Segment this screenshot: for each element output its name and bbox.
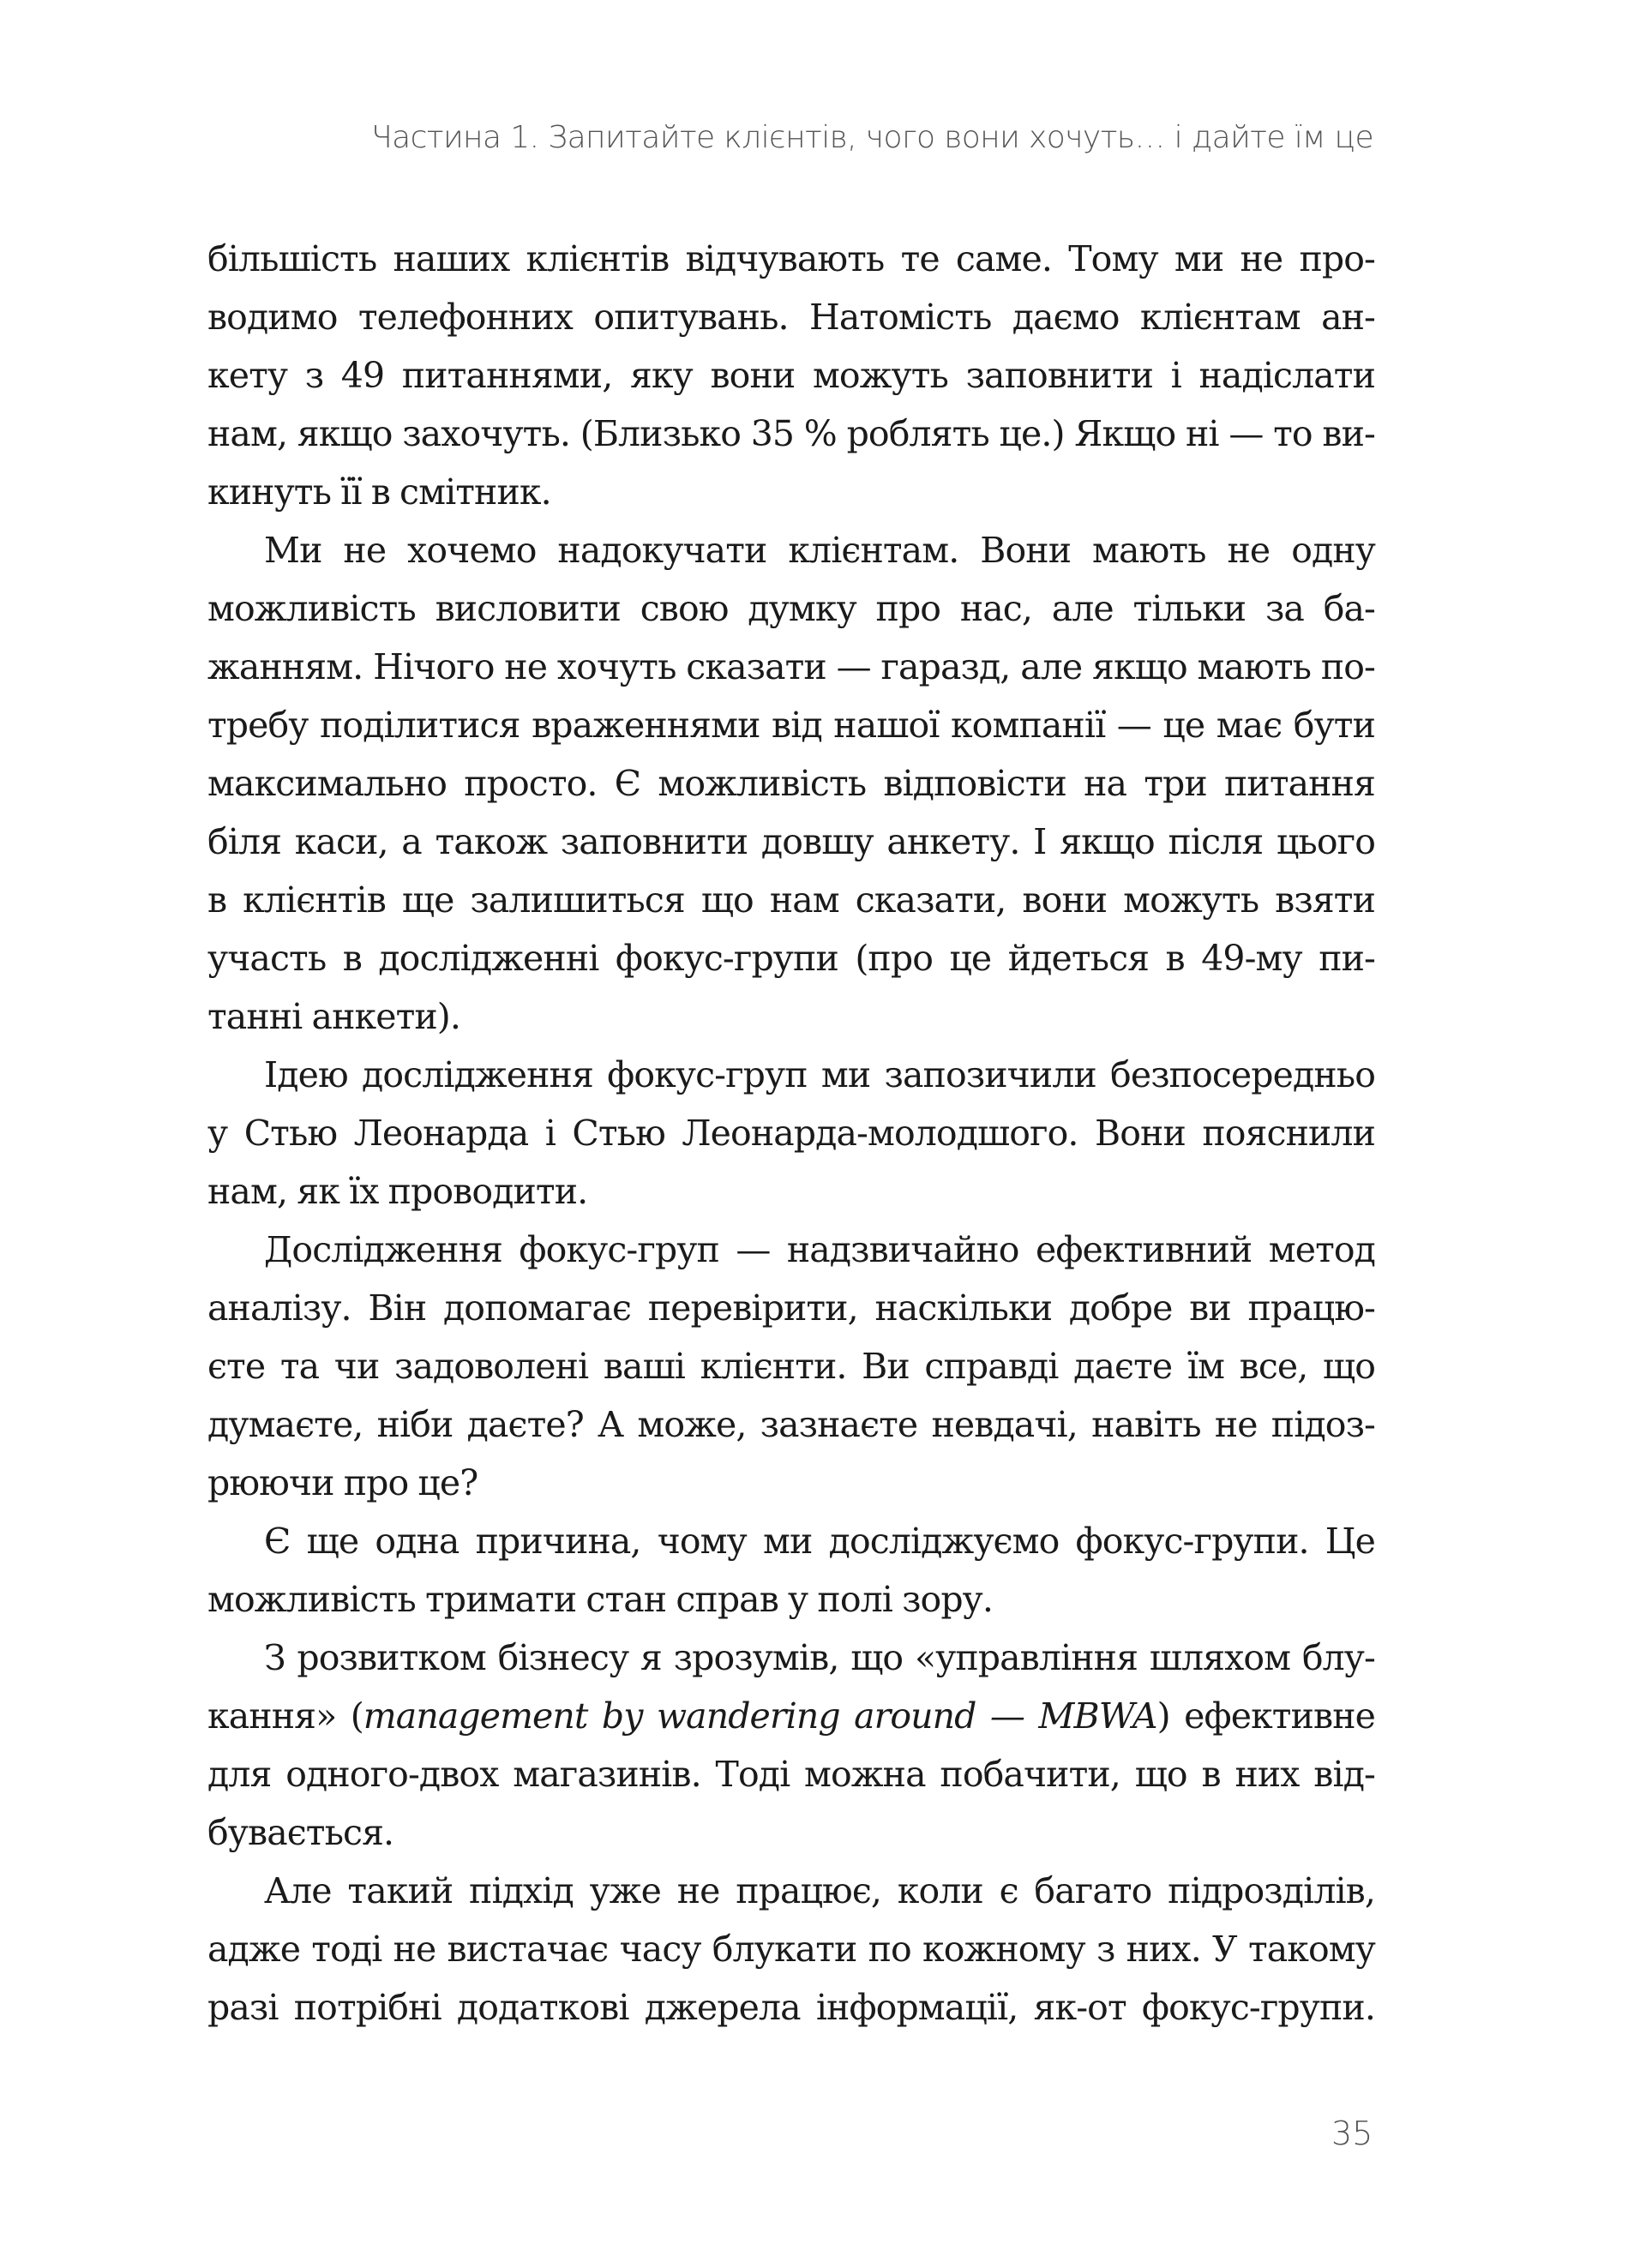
text-line: більшість наших клієнтів відчувають те саме. Тому ми не про- (207, 238, 1375, 279)
text-line: можливість висловити свою думку про нас, але тільки за ба- (207, 588, 1375, 629)
text-line: нам, як їх проводити. (207, 1171, 588, 1212)
text-line: разі потрібні додаткові джерела інформації, як-от фокус-групи. (207, 1987, 1375, 2028)
text-line: адже тоді не вистачає часу блукати по кожному з них. У такому (207, 1929, 1375, 1970)
text-line: біля каси, а також заповнити довшу анкету. І якщо після цього (207, 821, 1375, 862)
running-head: Частина 1. Запитайте клієнтів, чого вони хочуть… і дайте їм це (371, 120, 1373, 155)
text-line: З розвитком бізнесу я зрозумів, що «управління шляхом блу- (264, 1637, 1375, 1678)
text-line: єте та чи задоволені ваші клієнти. Ви справді даєте їм все, що (207, 1346, 1375, 1387)
text-line: для одного-двох магазинів. Тоді можна побачити, що в них від- (207, 1754, 1375, 1795)
text-line: Але такий підхід уже не працює, коли є багато підрозділів, (264, 1870, 1375, 1911)
text-line-mbwa (207, 1687, 1375, 1745)
paragraph-7 (207, 1862, 1375, 2037)
text-line: водимо телефонних опитувань. Натомість даємо клієнтам ан- (207, 297, 1375, 338)
paragraph-1 (207, 230, 1375, 521)
paragraph-6 (207, 1629, 1375, 1862)
text-line: Є ще одна причина, чому ми досліджуємо фокус-групи. Це (264, 1521, 1375, 1562)
text-line: можливість тримати стан справ у полі зору. (207, 1579, 994, 1620)
text-line: бувається. (207, 1812, 394, 1853)
text-line: танні анкети). (207, 996, 461, 1037)
text-line: рюючи про це? (207, 1462, 478, 1503)
text-line: нам, якщо захочуть. (Близько 35 % роблять це.) Якщо ні — то ви- (207, 413, 1375, 454)
text-fragment: ) ефективне (1156, 1695, 1375, 1737)
text-line: у Стью Леонарда і Стью Леонарда-молодшого. Вони пояснили (207, 1113, 1375, 1154)
paragraph-5 (207, 1512, 1375, 1629)
paragraph-4 (207, 1221, 1375, 1512)
paragraph-2 (207, 521, 1375, 1046)
paragraph-3 (207, 1046, 1375, 1221)
text-line: требу поділитися враженнями від нашої компанії — це має бути (207, 705, 1375, 746)
text-line: кинуть її в смітник. (207, 471, 551, 513)
text-line: максимально просто. Є можливість відповісти на три питання (207, 763, 1375, 804)
text-line: Ідею дослідження фокус-груп ми запозичили безпосередньо (264, 1054, 1375, 1095)
text-line: в клієнтів ще залишиться що нам сказати, вони можуть взяти (207, 879, 1375, 921)
text-line: участь в дослідженні фокус-групи (про це йдеться в 49-му пи- (207, 938, 1375, 979)
text-line: Дослідження фокус-груп — надзвичайно ефективний метод (264, 1229, 1375, 1270)
text-line: думаєте, ніби даєте? А може, зазнаєте невдачі, навіть не підоз- (207, 1404, 1375, 1445)
page-number: 35 (1331, 2115, 1373, 2152)
text-line: аналізу. Він допомагає перевірити, наскільки добре ви працю- (207, 1287, 1375, 1329)
italic-term: management by wandering around — MBWA (363, 1695, 1157, 1737)
body-text (207, 230, 1375, 2037)
text-line: кету з 49 питаннями, яку вони можуть заповнити і надіслати (207, 355, 1375, 396)
text-line: жанням. Нічого не хочуть сказати — гаразд, але якщо мають по- (207, 646, 1375, 687)
text-fragment: кання» ( (207, 1695, 363, 1737)
text-line: Ми не хочемо надокучати клієнтам. Вони мають не одну (264, 530, 1375, 571)
